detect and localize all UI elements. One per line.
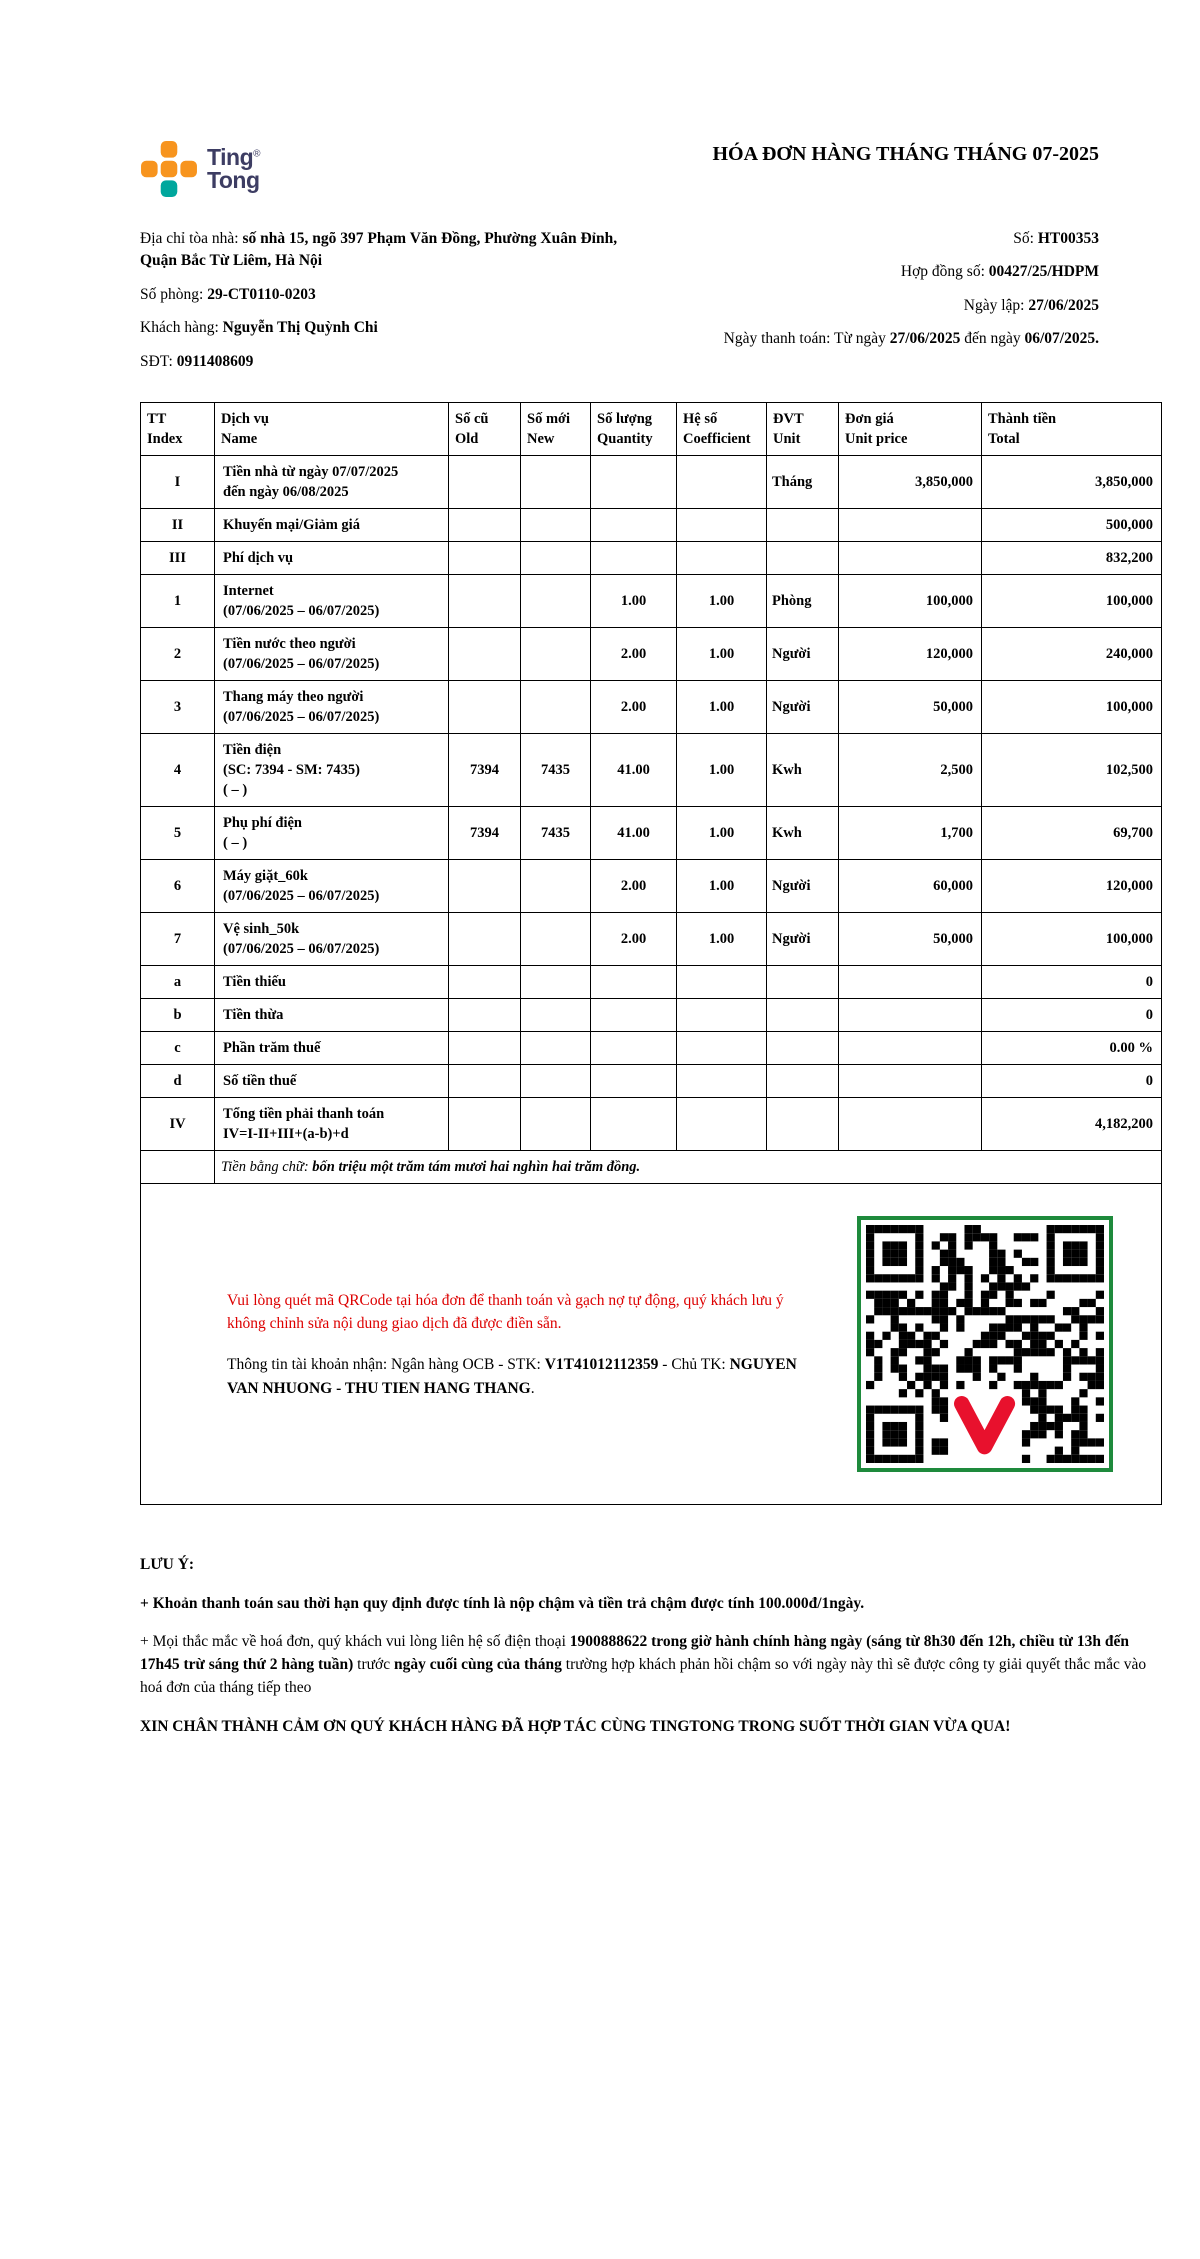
customer-info <box>140 228 645 384</box>
cell-total: 4,182,200 <box>982 1098 1162 1151</box>
cell-coef <box>677 542 767 575</box>
col-header-tt: TT Index <box>141 403 215 456</box>
cell-tt: 7 <box>141 913 215 966</box>
cell-tt: b <box>141 999 215 1032</box>
cell-qty: 2.00 <box>591 860 677 913</box>
cell-tt: 4 <box>141 734 215 807</box>
invoice-table <box>140 402 1162 1505</box>
cell-price: 50,000 <box>839 681 982 734</box>
col-header-unit: ĐVT Unit <box>767 403 839 456</box>
table-header <box>141 403 1162 456</box>
cell-unit: Tháng <box>767 456 839 509</box>
cell-old <box>449 999 521 1032</box>
cell-price <box>839 999 982 1032</box>
cell-coef: 1.00 <box>677 807 767 860</box>
cell-price: 2,500 <box>839 734 982 807</box>
cell-old <box>449 1065 521 1098</box>
cell-total: 100,000 <box>982 681 1162 734</box>
cell-old <box>449 913 521 966</box>
table-row <box>141 456 1162 509</box>
table-row <box>141 1098 1162 1151</box>
cell-unit: Người <box>767 681 839 734</box>
late-payment-note: + Khoản thanh toán sau thời hạn quy định được tính là nộp chậm và tiền trả chậm được tính 100.000đ/1ngày. <box>140 1594 865 1612</box>
room-number: Số phòng: 29-CT0110-0203 <box>140 285 316 303</box>
cell-service: Tiền nước theo người (07/06/2025 – 06/07/2025) <box>215 628 449 681</box>
bank-account-info: Thông tin tài khoản nhận: Ngân hàng OCB - STK: V1T41012112359 - Chủ TK: NGUYEN VAN NHUONG - THU TIEN HANG THANG. <box>227 1356 797 1397</box>
col-header-coefficient: Hệ số Coefficient <box>677 403 767 456</box>
cell-coef <box>677 456 767 509</box>
table-row <box>141 913 1162 966</box>
cell-old <box>449 966 521 999</box>
cell-new <box>521 1065 591 1098</box>
cell-qty <box>591 509 677 542</box>
cell-qty <box>591 1032 677 1065</box>
cell-service: Số tiền thuế <box>215 1065 449 1098</box>
cell-unit <box>767 1098 839 1151</box>
cell-tt: a <box>141 966 215 999</box>
amount-in-words-row <box>141 1151 1162 1184</box>
qr-code <box>857 1216 1113 1472</box>
cell-coef: 1.00 <box>677 913 767 966</box>
cell-coef <box>677 509 767 542</box>
cell-qty: 41.00 <box>591 807 677 860</box>
invoice-title: HÓA ĐƠN HÀNG THÁNG THÁNG 07-2025 <box>712 143 1099 165</box>
cell-price <box>839 966 982 999</box>
building-address: Địa chỉ tòa nhà: số nhà 15, ngõ 397 Phạm Văn Đồng, Phường Xuân Đỉnh, Quận Bắc Từ Liêm, Hà Nội <box>140 230 618 270</box>
invoice-header <box>140 140 1161 198</box>
cell-qty <box>591 542 677 575</box>
cell-empty <box>141 1151 215 1184</box>
cell-qty <box>591 1098 677 1151</box>
cell-unit <box>767 542 839 575</box>
invoice-footer <box>140 1553 1161 1738</box>
table-row <box>141 509 1162 542</box>
cell-service: Tiền thiếu <box>215 966 449 999</box>
invoice-info <box>140 228 1161 384</box>
cell-service: Phần trăm thuế <box>215 1032 449 1065</box>
cell-tt: IV <box>141 1098 215 1151</box>
cell-service: Tiền nhà từ ngày 07/07/2025 đến ngày 06/08/2025 <box>215 456 449 509</box>
table-row <box>141 1065 1162 1098</box>
cell-new <box>521 628 591 681</box>
registered-mark: ® <box>253 148 260 160</box>
cell-old <box>449 456 521 509</box>
cell-old: 7394 <box>449 807 521 860</box>
cell-tt: 2 <box>141 628 215 681</box>
cell-price: 60,000 <box>839 860 982 913</box>
col-header-new: Số mới New <box>521 403 591 456</box>
cell-price <box>839 542 982 575</box>
cell-total: 69,700 <box>982 807 1162 860</box>
cell-new <box>521 456 591 509</box>
qr-payment-cell <box>141 1184 1162 1505</box>
cell-tt: 1 <box>141 575 215 628</box>
cell-total: 120,000 <box>982 860 1162 913</box>
col-header-service: Dịch vụ Name <box>215 403 449 456</box>
cell-unit: Kwh <box>767 734 839 807</box>
cell-unit: Người <box>767 860 839 913</box>
cell-total: 0 <box>982 1065 1162 1098</box>
table-row <box>141 542 1162 575</box>
cell-unit: Người <box>767 628 839 681</box>
cell-coef: 1.00 <box>677 575 767 628</box>
table-row <box>141 807 1162 860</box>
cell-price: 3,850,000 <box>839 456 982 509</box>
cell-price <box>839 1065 982 1098</box>
cell-service: Phí dịch vụ <box>215 542 449 575</box>
cell-old: 7394 <box>449 734 521 807</box>
cell-qty <box>591 999 677 1032</box>
cell-qty <box>591 966 677 999</box>
cell-qty: 2.00 <box>591 628 677 681</box>
cell-qty: 2.00 <box>591 681 677 734</box>
qr-payment-block <box>147 1190 1155 1498</box>
tingtong-logo <box>140 140 260 198</box>
cell-unit: Kwh <box>767 807 839 860</box>
cell-unit <box>767 999 839 1032</box>
cell-tt: III <box>141 542 215 575</box>
cell-total: 500,000 <box>982 509 1162 542</box>
cell-new <box>521 542 591 575</box>
cell-tt: 5 <box>141 807 215 860</box>
cell-service: Tổng tiền phải thanh toán IV=I-II+III+(a-b)+d <box>215 1098 449 1151</box>
cell-coef <box>677 999 767 1032</box>
cell-price <box>839 1098 982 1151</box>
cell-coef <box>677 966 767 999</box>
table-row <box>141 681 1162 734</box>
tingtong-logo-icon <box>140 140 198 198</box>
cell-coef: 1.00 <box>677 734 767 807</box>
cell-new <box>521 1098 591 1151</box>
cell-total: 100,000 <box>982 913 1162 966</box>
cell-tt: c <box>141 1032 215 1065</box>
cell-old <box>449 542 521 575</box>
cell-total: 0 <box>982 999 1162 1032</box>
cell-new: 7435 <box>521 734 591 807</box>
cell-qty <box>591 456 677 509</box>
cell-unit: Người <box>767 913 839 966</box>
cell-service: Phụ phí điện ( – ) <box>215 807 449 860</box>
cell-unit <box>767 1065 839 1098</box>
cell-old <box>449 628 521 681</box>
cell-service: Vệ sinh_50k (07/06/2025 – 06/07/2025) <box>215 913 449 966</box>
cell-coef <box>677 1065 767 1098</box>
cell-service: Tiền thừa <box>215 999 449 1032</box>
table-row <box>141 628 1162 681</box>
cell-coef: 1.00 <box>677 860 767 913</box>
table-row <box>141 966 1162 999</box>
col-header-old: Số cũ Old <box>449 403 521 456</box>
cell-total: 0 <box>982 966 1162 999</box>
cell-tt: II <box>141 509 215 542</box>
cell-total: 102,500 <box>982 734 1162 807</box>
cell-unit <box>767 1032 839 1065</box>
cell-new <box>521 860 591 913</box>
cell-service: Khuyến mại/Giảm giá <box>215 509 449 542</box>
col-header-unit-price: Đơn giá Unit price <box>839 403 982 456</box>
cell-service: Internet (07/06/2025 – 06/07/2025) <box>215 575 449 628</box>
hotline-note: + Mọi thắc mắc về hoá đơn, quý khách vui lòng liên hệ số điện thoại 1900888622 trong giờ hành chính hàng ngày (sáng từ 8h30 đến 12h, chiều từ 13h đến 17h45 trừ sáng thứ 2 hàng tuần) trước ngày cuối cùng của tháng trường hợp khách phản hồi chậm so với ngày này thì sẽ được công ty giải quyết thắc mắc vào hoá đơn của tháng tiếp theo <box>140 1632 1147 1697</box>
invoice-table-footer <box>141 1151 1162 1505</box>
cell-total: 100,000 <box>982 575 1162 628</box>
cell-coef: 1.00 <box>677 681 767 734</box>
cell-total: 0.00 % <box>982 1032 1162 1065</box>
cell-new: 7435 <box>521 807 591 860</box>
cell-old <box>449 681 521 734</box>
cell-coef: 1.00 <box>677 628 767 681</box>
logo-text-line2: Tong <box>207 167 260 193</box>
notes-heading: LƯU Ý: <box>140 1556 195 1574</box>
contract-number: Hợp đồng số: 00427/25/HDPM <box>900 263 1099 281</box>
cell-coef <box>677 1032 767 1065</box>
cell-total: 240,000 <box>982 628 1162 681</box>
invoice-number: Số: HT00353 <box>1013 230 1099 247</box>
cell-service: Thang máy theo người (07/06/2025 – 06/07/2025) <box>215 681 449 734</box>
cell-old <box>449 860 521 913</box>
qr-scan-note: Vui lòng quét mã QRCode tại hóa đơn để thanh toán và gạch nợ tự động, quý khách lưu ý không chỉnh sửa nội dung giao dịch đã được điền sẵn. <box>227 1291 784 1333</box>
cell-tt: d <box>141 1065 215 1098</box>
table-row <box>141 734 1162 807</box>
qr-payment-row <box>141 1184 1162 1505</box>
cell-new <box>521 999 591 1032</box>
customer-phone: SĐT: 0911408609 <box>140 352 254 370</box>
customer-name: Khách hàng: Nguyễn Thị Quỳnh Chi <box>140 319 378 337</box>
cell-new <box>521 1032 591 1065</box>
cell-old <box>449 575 521 628</box>
cell-qty: 1.00 <box>591 575 677 628</box>
cell-price: 50,000 <box>839 913 982 966</box>
cell-new <box>521 681 591 734</box>
cell-tt: 6 <box>141 860 215 913</box>
cell-price: 120,000 <box>839 628 982 681</box>
tingtong-logo-text <box>207 146 260 191</box>
cell-total: 3,850,000 <box>982 456 1162 509</box>
cell-price: 1,700 <box>839 807 982 860</box>
table-row <box>141 860 1162 913</box>
cell-new <box>521 913 591 966</box>
cell-qty <box>591 1065 677 1098</box>
cell-unit: Phòng <box>767 575 839 628</box>
cell-price <box>839 509 982 542</box>
table-row <box>141 999 1162 1032</box>
payment-instructions <box>227 1289 812 1400</box>
amount-in-words: Tiền bằng chữ: bốn triệu một trăm tám mươi hai nghìn hai trăm đồng. <box>215 1151 1162 1184</box>
cell-qty: 41.00 <box>591 734 677 807</box>
cell-old <box>449 1098 521 1151</box>
col-header-total: Thành tiền Total <box>982 403 1162 456</box>
cell-tt: 3 <box>141 681 215 734</box>
cell-qty: 2.00 <box>591 913 677 966</box>
cell-service: Tiền điện (SC: 7394 - SM: 7435) ( – ) <box>215 734 449 807</box>
cell-old <box>449 509 521 542</box>
cell-new <box>521 575 591 628</box>
invoice-meta <box>645 228 1099 384</box>
logo-text-line1: Ting® <box>207 144 260 171</box>
table-row <box>141 1032 1162 1065</box>
thanks-note: XIN CHÂN THÀNH CẢM ƠN QUÝ KHÁCH HÀNG ĐÃ HỢP TÁC CÙNG TINGTONG TRONG SUỐT THỜI GIAN VỪA QUA! <box>140 1717 1011 1735</box>
col-header-quantity: Số lượng Quantity <box>591 403 677 456</box>
table-row <box>141 575 1162 628</box>
cell-service: Máy giặt_60k (07/06/2025 – 06/07/2025) <box>215 860 449 913</box>
table-header-row <box>141 403 1162 456</box>
cell-old <box>449 1032 521 1065</box>
cell-tt: I <box>141 456 215 509</box>
cell-new <box>521 966 591 999</box>
cell-new <box>521 509 591 542</box>
cell-unit <box>767 509 839 542</box>
cell-price <box>839 1032 982 1065</box>
invoice-table-body <box>141 456 1162 1151</box>
cell-coef <box>677 1098 767 1151</box>
payment-period: Ngày thanh toán: Từ ngày 27/06/2025 đến ngày 06/07/2025. <box>723 330 1099 348</box>
issue-date: Ngày lập: 27/06/2025 <box>963 296 1099 314</box>
cell-total: 832,200 <box>982 542 1162 575</box>
cell-unit <box>767 966 839 999</box>
cell-price: 100,000 <box>839 575 982 628</box>
